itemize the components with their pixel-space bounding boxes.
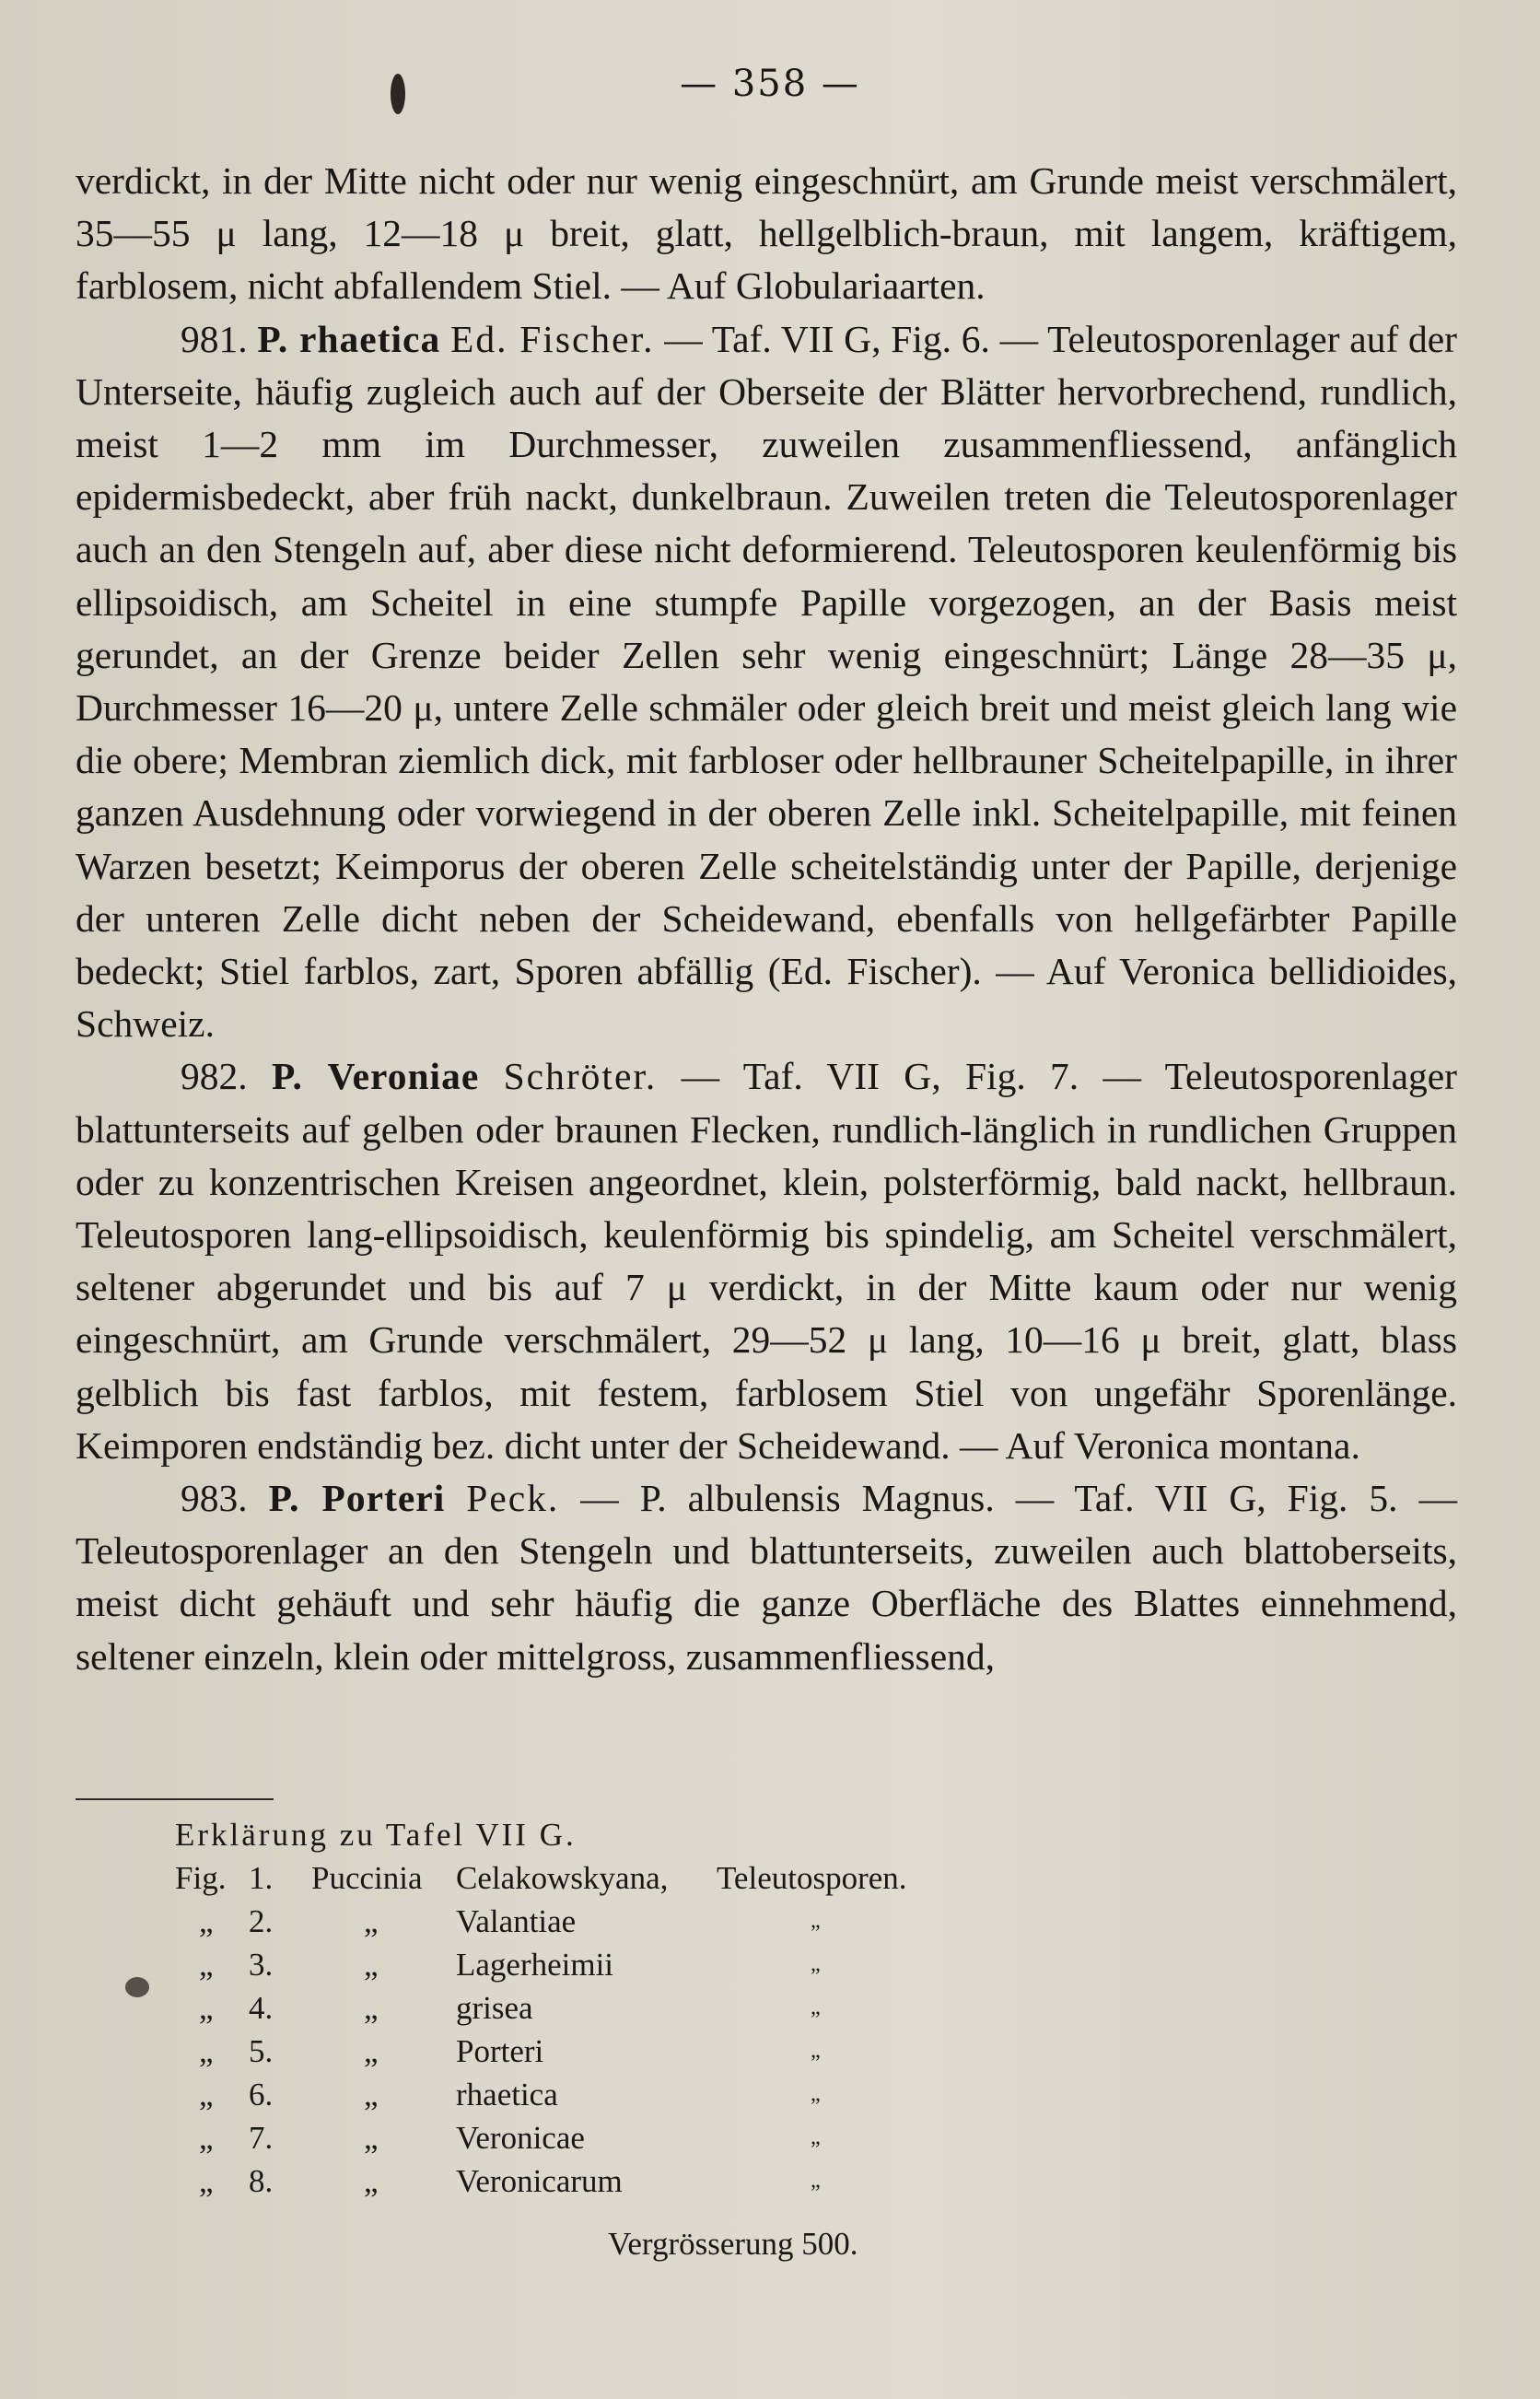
genus-name: Puccinia — [311, 1860, 423, 1896]
entry-number: 981. — [181, 317, 248, 360]
entry-number: 982. — [181, 1055, 248, 1098]
legend-row — [0, 2159, 1540, 2203]
ditto-mark: „ — [811, 1952, 821, 1976]
legend-row — [0, 2073, 1540, 2116]
ditto-mark: „ — [811, 1909, 821, 1933]
ditto-mark: „ — [811, 2039, 821, 2063]
species-name: Veronicae — [456, 2120, 585, 2156]
fig-number: 7. — [249, 2120, 274, 2156]
author-name: Ed. Fischer. — [449, 317, 655, 360]
species-name: P. Porteri — [268, 1477, 446, 1520]
fig-number: 8. — [249, 2163, 274, 2199]
ditto-mark: „ — [364, 1903, 379, 1939]
species-name: rhaetica — [456, 2077, 558, 2112]
fig-number: 5. — [249, 2033, 274, 2069]
paragraph-983 — [76, 1472, 1457, 1683]
legend-row — [0, 1856, 1540, 1900]
ditto-mark: „ — [811, 2169, 821, 2193]
ditto-mark: „ — [811, 2125, 821, 2149]
species-name: Celakowskyana, — [456, 1860, 669, 1896]
ditto-mark: „ — [811, 1995, 821, 2019]
author-name: Schröter. — [503, 1055, 658, 1098]
ditto-mark: „ — [199, 1903, 214, 1939]
species-name: grisea — [456, 1990, 533, 2026]
ditto-mark: „ — [364, 1990, 379, 2026]
species-name: Veronicarum — [456, 2163, 623, 2199]
legend-row — [0, 1943, 1540, 1986]
ditto-mark: „ — [364, 2033, 379, 2069]
paragraph-text: — Taf. VII G, Fig. 7. — Teleutosporenlager blattunterseits auf gelben oder braunen Flecken, rundlich-länglich in rundlichen Gruppen oder zu konzentrischen Kreisen angeordnet, klein, polsterförmig, bald nackt, hellbraun. Teleutosporen lang-ellipsoidisch, keulenförmig bis spindelig, am Scheitel verschmälert, seltener abgerundet und bis auf 7 μ verdickt, in der Mitte kaum oder nur wenig eingeschnürt, am Grunde verschmälert, 29—52 μ lang, 10—16 μ breit, glatt, blass gelblich bis fast farblos, mit festem, farblosem Stiel von ungefähr Sporenlänge. Keimporen endständig bez. dicht unter der Scheidewand. — Auf Veronica montana. — [76, 1055, 1458, 1467]
fig-number: 4. — [249, 1990, 274, 2026]
fig-number: 2. — [249, 1903, 274, 1939]
ditto-mark: „ — [199, 2033, 214, 2069]
legend-row — [0, 1900, 1540, 1943]
ditto-mark: „ — [199, 1990, 214, 2026]
species-name: Valantiae — [456, 1903, 577, 1939]
ditto-mark: „ — [199, 2120, 214, 2156]
page-number: — 358 — — [680, 63, 860, 105]
ditto-mark: „ — [364, 2163, 379, 2199]
legend-title: Erklärung zu Tafel VII G. — [175, 1817, 577, 1853]
type-label: Teleutosporen. — [717, 1860, 907, 1896]
legend-row — [0, 1986, 1540, 2030]
legend-row — [0, 2030, 1540, 2073]
fig-label: Fig. — [175, 1860, 227, 1896]
main-text — [76, 155, 1457, 1683]
entry-number: 983. — [181, 1477, 248, 1520]
ditto-mark: „ — [364, 2120, 379, 2156]
footnote-divider — [76, 1798, 274, 1800]
paragraph-text: — Taf. VII G, Fig. 6. — Teleutosporenlager auf der Unterseite, häufig zugleich auch auf der Oberseite der Blätter hervorbrechend, rundlich, meist 1—2 mm im Durchmesser, zuweilen zusammenfliessend, anfänglich epidermisbedeckt, aber früh nackt, dunkelbraun. Zuweilen treten die Teleutosporenlager auch an den Stengeln auf, aber diese nicht deformierend. Teleutosporen keulenförmig bis ellipsoidisch, am Scheitel in eine stumpfe Papille vorgezogen, an der Basis meist gerundet, an der Grenze beider Zellen sehr wenig eingeschnürt; Länge 28—35 μ, Durchmesser 16—20 μ, untere Zelle schmäler oder gleich breit und meist gleich lang wie die obere; Membran ziemlich dick, mit farbloser oder hellbrauner Scheitelpapille, in ihrer ganzen Ausdehnung oder vorwiegend in der oberen Zelle inkl. Scheitelpapille, mit feinen Warzen besetzt; Keimporus der oberen Zelle scheitelständig unter der Papille, derjenige der unteren Zelle dicht neben der Scheidewand, ebenfalls von hellgefärbter Papille bedeckt; Stiel farblos, zart, Sporen abfällig (Ed. Fischer). — Auf Veronica bellidioides, Schweiz. — [76, 317, 1457, 1046]
fig-number: 3. — [249, 1947, 274, 1983]
ditto-mark: „ — [199, 1947, 214, 1983]
paragraph — [76, 155, 1457, 313]
fig-number: 6. — [249, 2077, 274, 2112]
species-name: Porteri — [456, 2033, 544, 2069]
paragraph-text: — P. albulensis Magnus. — Taf. VII G, Fig. 5. — Teleutosporenlager an den Stengeln und blattunterseits, zuweilen auch blattoberseits, meist dicht gehäuft und sehr häufig die ganze Oberfläche des Blattes einnehmend, seltener einzeln, klein oder mittelgross, zusammenfliessend, — [76, 1477, 1458, 1678]
paragraph-982 — [76, 1050, 1457, 1472]
fig-number: 1. — [249, 1860, 274, 1896]
ditto-mark: „ — [811, 2082, 821, 2106]
ditto-mark: „ — [199, 2077, 214, 2112]
ditto-mark: „ — [364, 2077, 379, 2112]
species-name: P. Veroniae — [271, 1055, 480, 1098]
species-name: Lagerheimii — [456, 1947, 614, 1983]
paragraph-981 — [76, 313, 1457, 1051]
ditto-mark: „ — [199, 2163, 214, 2199]
paragraph-text: verdickt, in der Mitte nicht oder nur wenig eingeschnürt, am Grunde meist verschmälert, 35—55 μ lang, 12—18 μ breit, glatt, hellgelblich-braun, mit langem, kräftigem, farblosem, nicht abfallendem Stiel. — Auf Globulariaarten. — [76, 159, 1457, 308]
ditto-mark: „ — [364, 1947, 379, 1983]
legend-row — [0, 2116, 1540, 2159]
species-name: P. rhaetica — [257, 317, 441, 360]
author-name: Peck. — [466, 1477, 560, 1520]
magnification-note: Vergrösserung 500. — [608, 2226, 858, 2262]
